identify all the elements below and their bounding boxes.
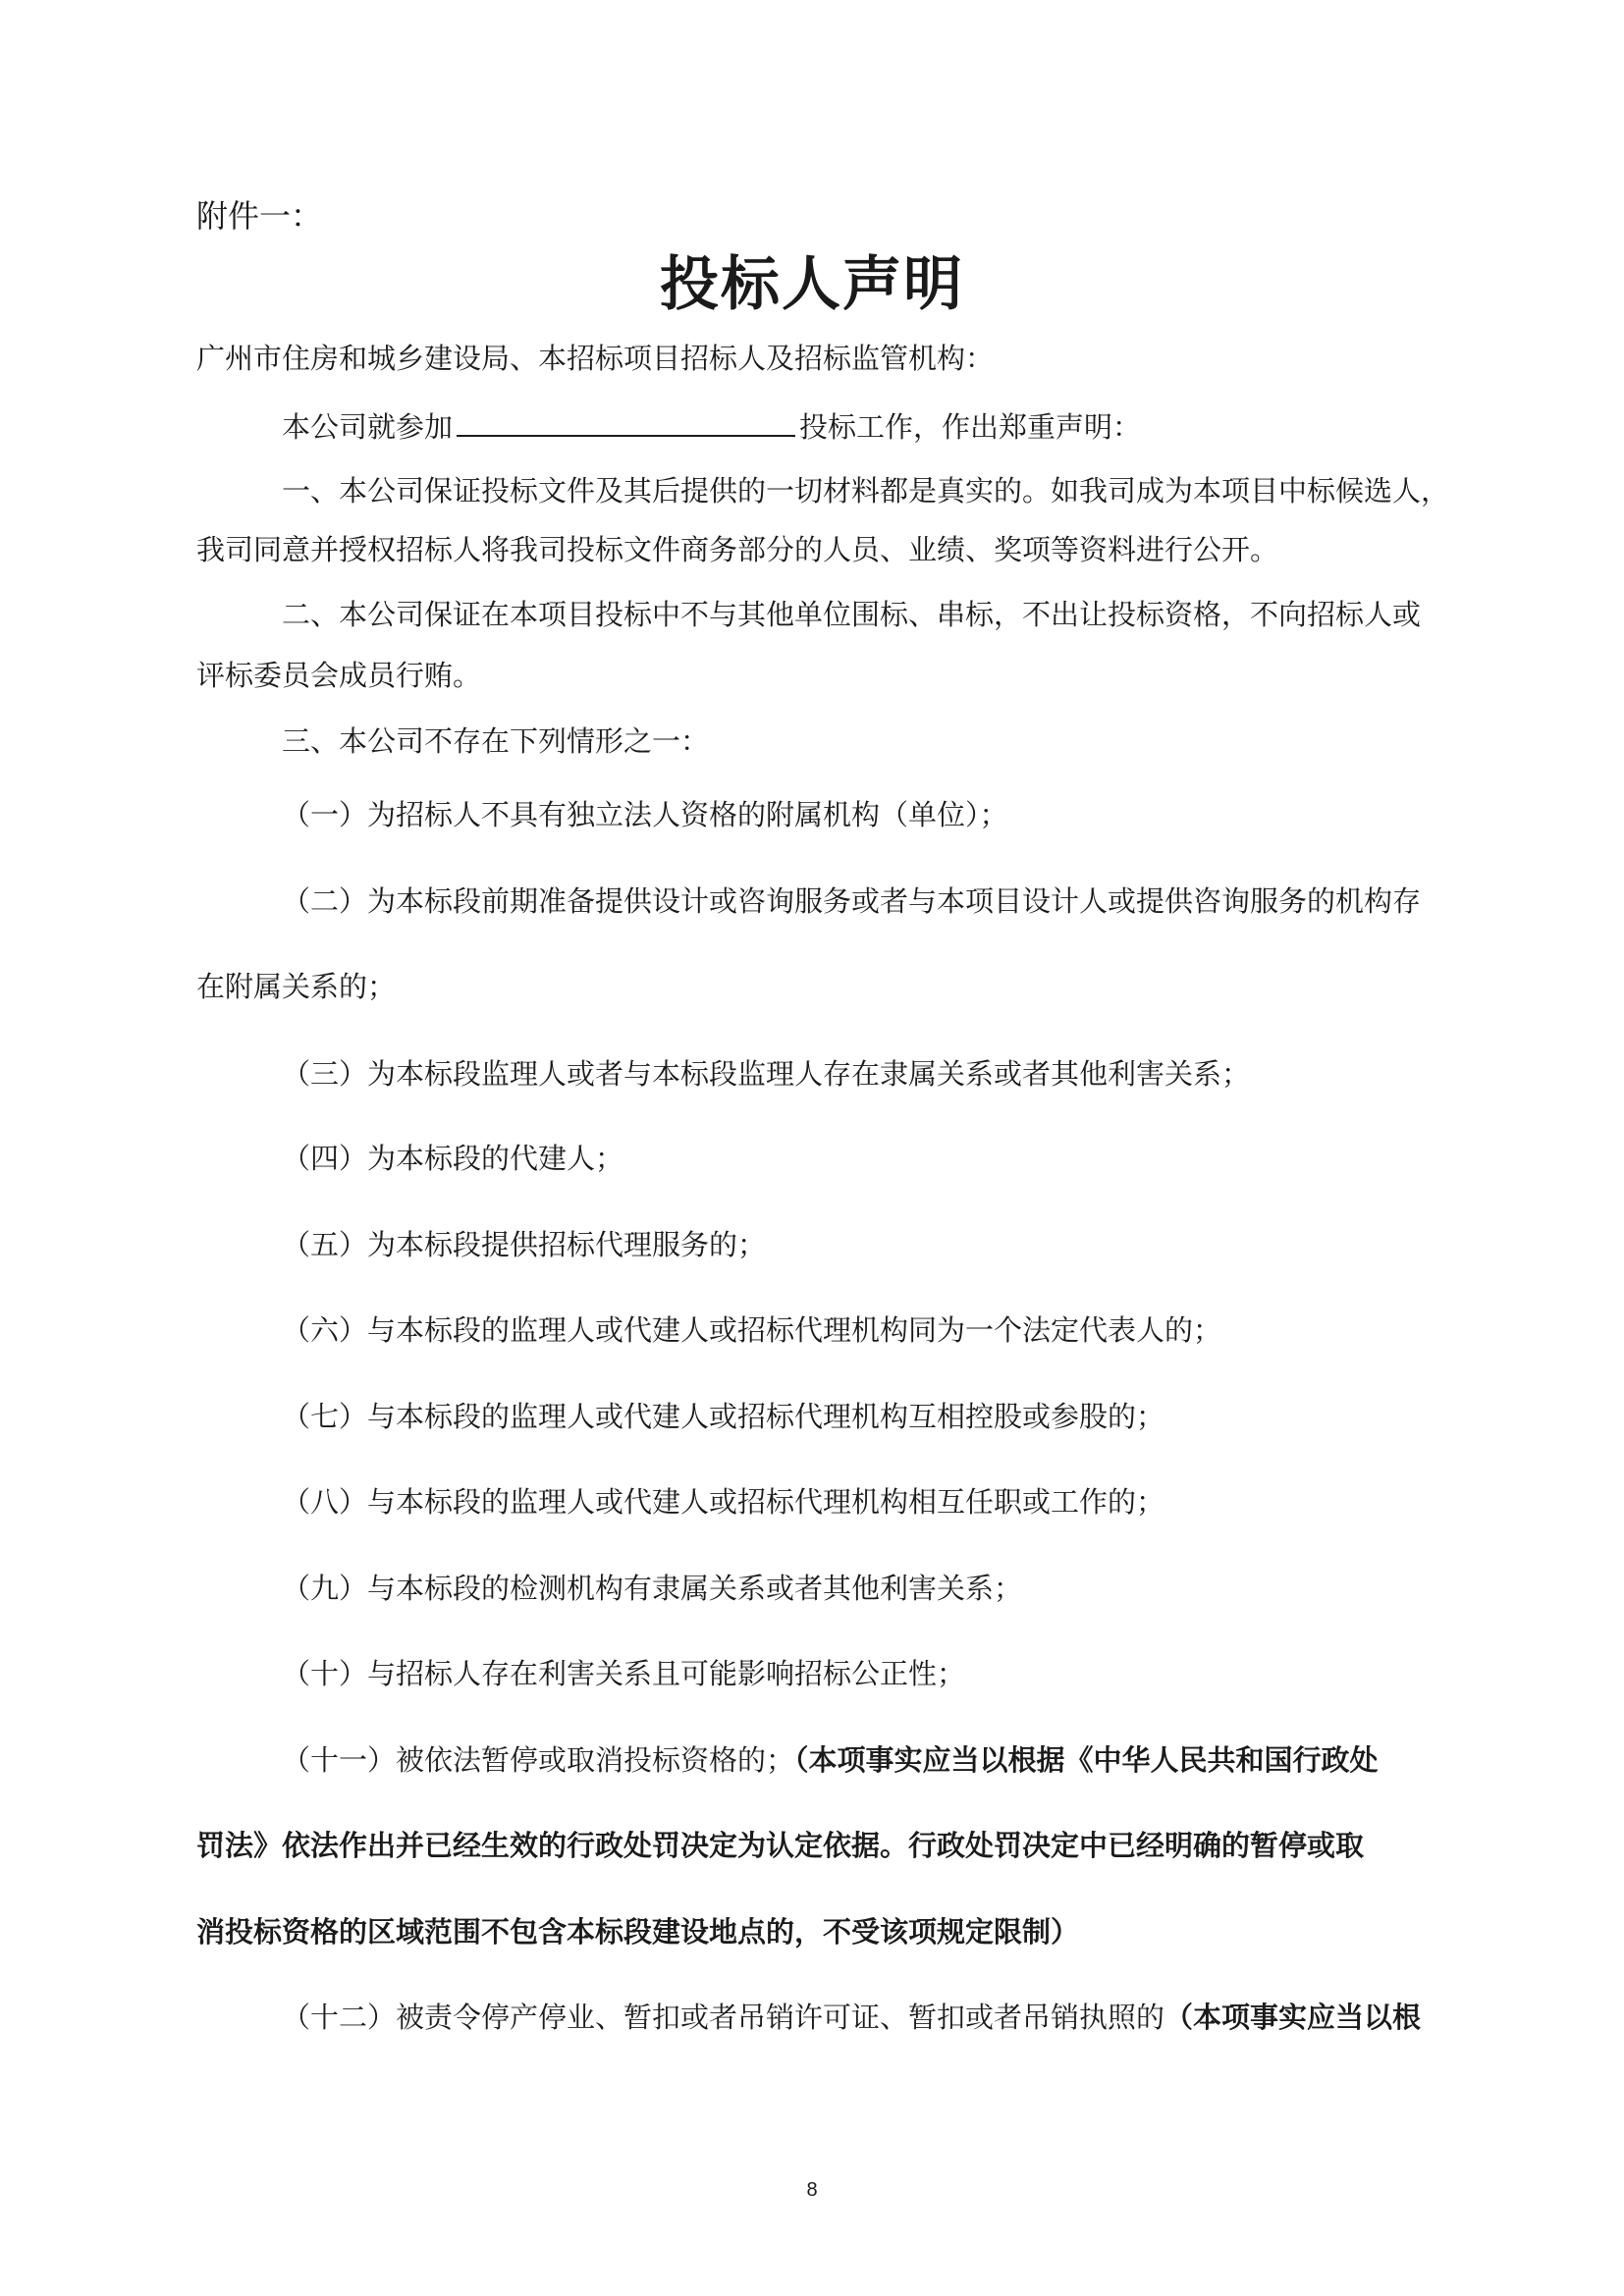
item-11-note-part-3: 消投标资格的区域范围不包含本标段建设地点的，不受该项规定限制） bbox=[196, 1915, 1080, 1949]
item-8: （八）与本标段的监理人或代建人或招标代理机构相互任职或工作的； bbox=[282, 1485, 1165, 1519]
item-11-text: （十一）被依法暂停或取消投标资格的； bbox=[282, 1743, 795, 1777]
clause-1-line-2: 我司同意并授权招标人将我司投标文件商务部分的人员、业绩、奖项等资料进行公开。 bbox=[196, 533, 1279, 566]
clause-1-line-1: 一、本公司保证投标文件及其后提供的一切材料都是真实的。如我司成为本项目中标候选人， bbox=[282, 474, 1450, 507]
intro-before: 本公司就参加 bbox=[282, 410, 454, 444]
clause-3-heading: 三、本公司不存在下列情形之一： bbox=[282, 724, 710, 758]
item-3: （三）为本标段监理人或者与本标段监理人存在隶属关系或者其他利害关系； bbox=[282, 1057, 1251, 1091]
clause-2-line-2: 评标委员会成员行贿。 bbox=[196, 659, 482, 692]
clause-2-line-1: 二、本公司保证在本项目投标中不与其他单位围标、串标，不出让投标资格，不向招标人或 bbox=[282, 598, 1422, 631]
item-11-note-part-1: （本项事实应当以根据《中华人民共和国行政处 bbox=[794, 1743, 1379, 1777]
item-1: （一）为招标人不具有独立法人资格的附属机构（单位）； bbox=[282, 798, 1008, 831]
item-12-line-1 bbox=[282, 1998, 1421, 2037]
item-5: （五）为本标段提供招标代理服务的； bbox=[282, 1228, 767, 1261]
item-2-line-1: （二）为本标段前期准备提供设计或咨询服务或者与本项目设计人或提供咨询服务的机构存 bbox=[282, 884, 1422, 918]
item-7: （七）与本标段的监理人或代建人或招标代理机构互相控股或参股的； bbox=[282, 1400, 1165, 1433]
page-number: 8 bbox=[806, 2179, 818, 2201]
item-4: （四）为本标段的代建人； bbox=[282, 1142, 624, 1175]
intro-line bbox=[282, 407, 1141, 447]
intro-after: 投标工作，作出郑重声明： bbox=[799, 410, 1142, 444]
attachment-label: 附件一： bbox=[196, 197, 323, 235]
item-11-line-1 bbox=[282, 1740, 1379, 1780]
item-12-text: （十二）被责令停产停业、暂扣或者吊销许可证、暂扣或者吊销执照的 bbox=[282, 2001, 1165, 2034]
project-name-blank bbox=[457, 409, 795, 437]
item-11-note-part-2: 罚法》依法作出并已经生效的行政处罚决定为认定依据。行政处罚决定中已经明确的暂停或取 bbox=[196, 1829, 1365, 1862]
item-10: （十）与招标人存在利害关系且可能影响招标公正性； bbox=[282, 1657, 966, 1690]
item-9: （九）与本标段的检测机构有隶属关系或者其他利害关系； bbox=[282, 1572, 1023, 1605]
item-2-line-2: 在附属关系的； bbox=[196, 970, 397, 1003]
page-title: 投标人声明 bbox=[660, 250, 964, 319]
item-6: （六）与本标段的监理人或代建人或招标代理机构同为一个法定代表人的； bbox=[282, 1313, 1222, 1347]
addressee-line: 广州市住房和城乡建设局、本招标项目招标人及招标监管机构： bbox=[196, 342, 995, 375]
item-12-note-part-1: （本项事实应当以根 bbox=[1164, 2001, 1422, 2034]
